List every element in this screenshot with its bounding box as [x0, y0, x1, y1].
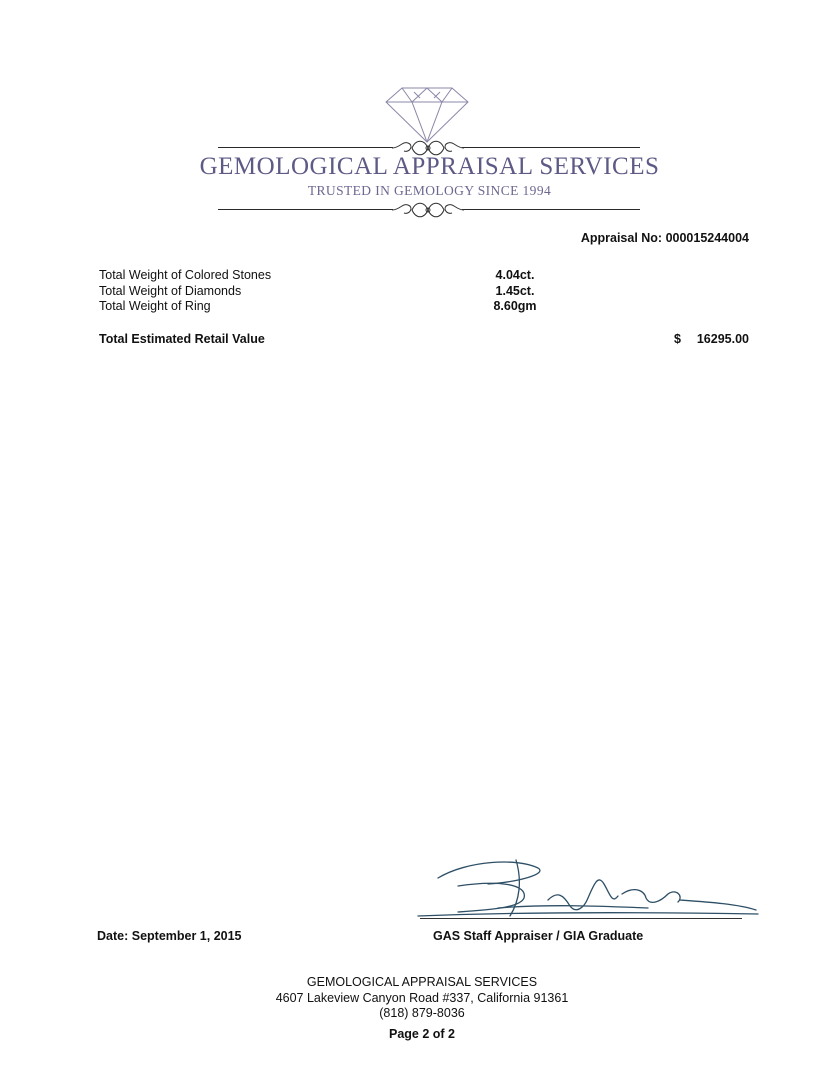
footer-phone: (818) 879-8036: [379, 1006, 465, 1020]
weight-label-diamonds: Total Weight of Diamonds: [99, 284, 242, 298]
total-value-currency: $: [674, 332, 681, 346]
letterhead-rule-top-right: [462, 147, 640, 148]
letterhead-rule-bottom-right: [462, 209, 640, 210]
weight-label-ring: Total Weight of Ring: [99, 299, 211, 313]
weight-value-colored-stones: 4.04ct.: [495, 268, 535, 282]
weight-value-ring: 8.60gm: [493, 299, 537, 313]
total-value-label: Total Estimated Retail Value: [99, 332, 265, 346]
appraisal-number: Appraisal No: 000015244004: [580, 231, 749, 245]
letterhead-rule-bottom-left: [218, 209, 393, 210]
appraiser-title: GAS Staff Appraiser / GIA Graduate: [433, 929, 644, 943]
footer-address: 4607 Lakeview Canyon Road #337, California 91361: [275, 991, 569, 1005]
weight-value-diamonds: 1.45ct.: [495, 284, 535, 298]
footer-company: GEMOLOGICAL APPRAISAL SERVICES: [306, 975, 538, 989]
appraisal-date: Date: September 1, 2015: [97, 929, 242, 943]
page-number: Page 2 of 2: [389, 1027, 455, 1041]
letterhead-rule-top-left: [218, 147, 393, 148]
diamond-icon: [384, 84, 470, 144]
letterhead-company-name: GEMOLOGICAL APPRAISAL SERVICES: [199, 153, 660, 180]
signature-image: [398, 850, 760, 922]
total-value-amount: 16295.00: [696, 332, 749, 346]
letterhead-tagline: TRUSTED IN GEMOLOGY SINCE 1994: [307, 183, 552, 198]
signature-line: [420, 918, 742, 919]
flourish-ornament-icon: [390, 199, 466, 221]
weight-label-colored-stones: Total Weight of Colored Stones: [99, 268, 272, 282]
